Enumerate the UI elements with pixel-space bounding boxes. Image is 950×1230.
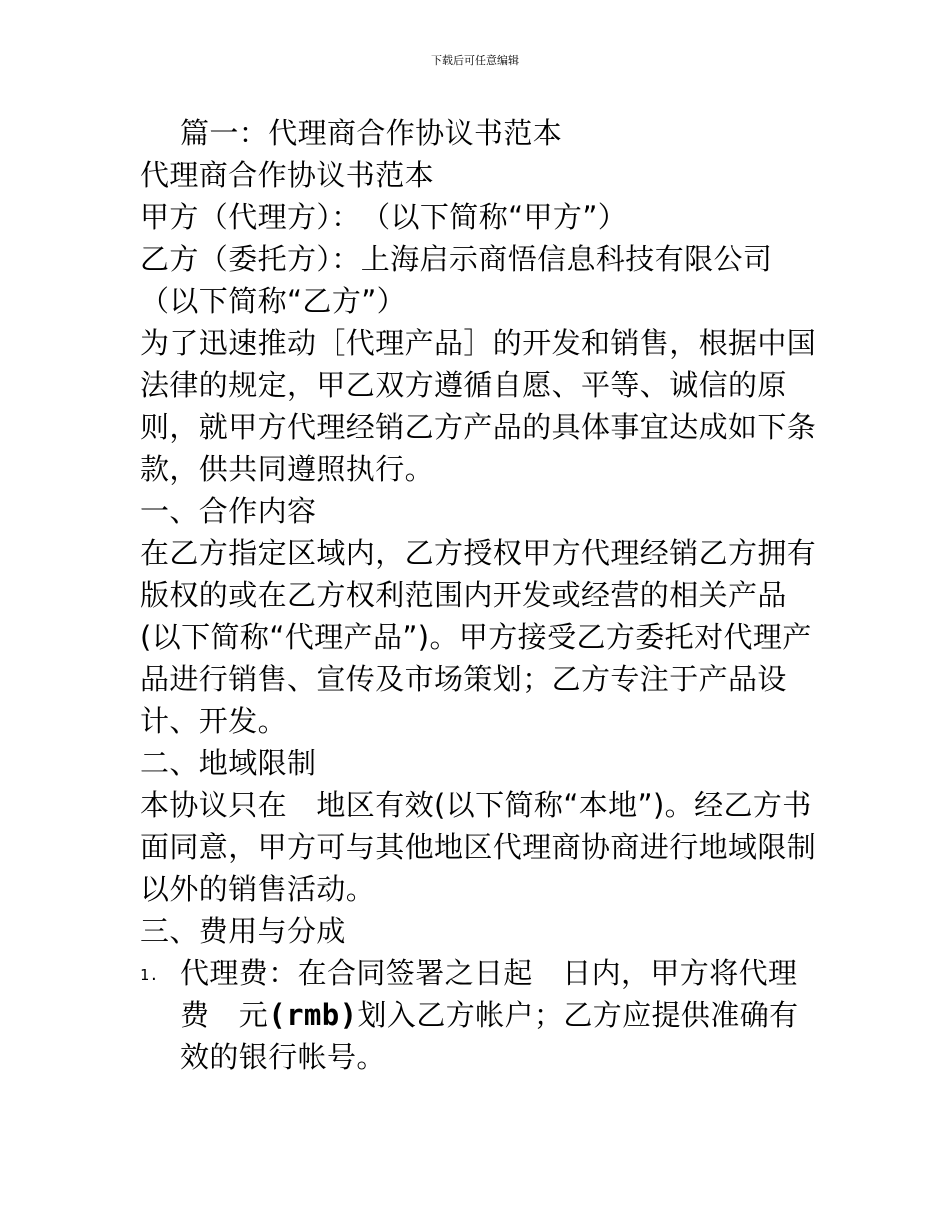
section-body-region: 本协议只在 地区有效(以下简称“本地”)。经乙方书面同意，甲方可与其他地区代理商协商进行地域限制以外的销售活动。 bbox=[140, 788, 817, 906]
document-title: 篇一：代理商合作协议书范本 bbox=[180, 116, 563, 150]
document-subtitle: 代理商合作协议书范本 bbox=[140, 158, 435, 192]
section-body-cooperation: 在乙方指定区域内，乙方授权甲方代理经销乙方拥有版权的或在乙方权利范围内开发或经营的相关产品(以下简称“代理产品”)。甲方接受乙方委托对代理产品进行销售、宣传及市场策划；乙方专注于产品设计、开发。 bbox=[140, 536, 817, 738]
preamble-paragraph: 为了迅速推动［代理产品］的开发和销售，根据中国法律的规定，甲乙双方遵循自愿、平等、诚信的原则，就甲方代理经销乙方产品的具体事宜达成如下条款，供共同遵照执行。 bbox=[140, 326, 817, 486]
section-heading-cooperation: 一、合作内容 bbox=[140, 494, 317, 528]
list-item-agency-fee bbox=[140, 952, 820, 1078]
list-marker: 1. bbox=[140, 966, 159, 984]
header-note: 下载后可任意编辑 bbox=[431, 54, 519, 67]
agency-fee-text-before: 代理费：在合同签署之日起 日内，甲方将代理费 元 bbox=[180, 956, 798, 1032]
agency-fee-text-after: 划入乙方帐户；乙方应提供准确有效的银行帐号。 bbox=[180, 998, 799, 1074]
party-a: 甲方（代理方）： （以下简称“甲方”） bbox=[140, 200, 628, 234]
document-body bbox=[140, 112, 820, 1078]
section-heading-fees: 三、费用与分成 bbox=[140, 914, 346, 948]
currency-code: (rmb) bbox=[268, 998, 358, 1032]
section-heading-region: 二、地域限制 bbox=[140, 746, 317, 780]
party-b: 乙方（委托方）：上海启示商悟信息科技有限公司（以下简称“乙方”） bbox=[140, 242, 773, 318]
